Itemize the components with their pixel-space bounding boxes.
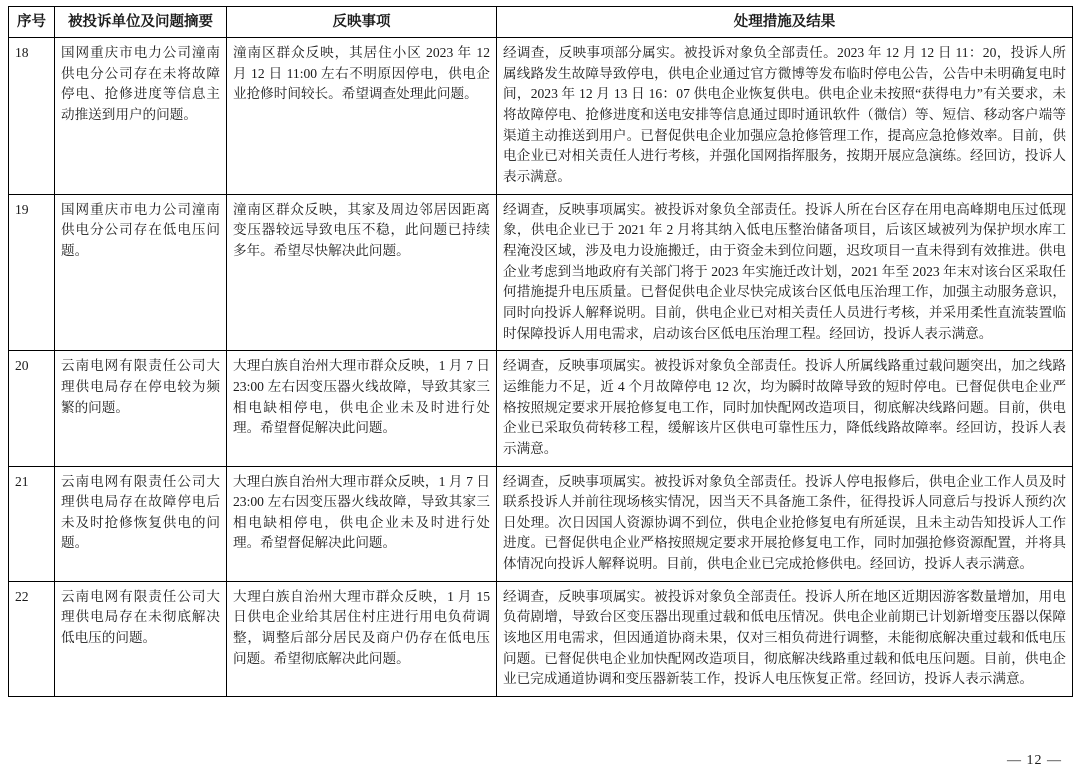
cell-issue: 大理白族自治州大理市群众反映，1 月 15 日供电企业给其居住村庄进行用电负荷调整，调整后部分居民及商户仍存在低电压问题。希望彻底解决此问题。	[227, 581, 497, 696]
cell-unit: 云南电网有限责任公司大理供电局存在故障停电后未及时抢修恢复供电的问题。	[55, 466, 227, 581]
cell-unit: 国网重庆市电力公司潼南供电分公司存在低电压问题。	[55, 194, 227, 351]
table-row	[9, 351, 1073, 466]
cell-action: 经调查，反映事项部分属实。被投诉对象负全部责任。2023 年 12 月 12 日 11：20，投诉人所属线路发生故障导致停电，供电企业通过官方微博等发布临时停电公告，公告中未明确复电时间，2023 年 12 月 13 日 16：07 供电企业恢复供电。供电企业未按照“获得电力”有关要求，未将故障停电、抢修进度和送电安排等信息通过即时通讯软件（微信）等、短信、移动客户端等渠道主动推送到用户。已督促供电企业加强应急抢修管理工作，提高应急抢修效率。目前，供电企业已对相关责任人进行考核，并强化国网指挥服务，按期开展应急演练。经回访，投诉人表示满意。	[497, 38, 1073, 195]
table-header-row	[9, 7, 1073, 38]
page-number: — 12 —	[1007, 753, 1062, 768]
table-row	[9, 581, 1073, 696]
cell-seq: 21	[9, 466, 55, 581]
cell-unit: 国网重庆市电力公司潼南供电分公司存在未将故障停电、抢修进度等信息主动推送到用户的问题。	[55, 38, 227, 195]
cell-action: 经调查，反映事项属实。被投诉对象负全部责任。投诉人所在地区近期因游客数量增加，用电负荷剧增，导致台区变压器出现重过载和低电压情况。供电企业前期已计划新增变压器以保障该地区用电需求，但因通道协商未果，仅对三相负荷进行调整，未能彻底解决重过载和低电压问题。已督促供电企业加快配网改造项目，彻底解决线路重过载和低电压问题。目前，供电企业已完成通道协调和变压器新装工作，投诉人电压恢复正常。经回访，投诉人表示满意。	[497, 581, 1073, 696]
cell-seq: 18	[9, 38, 55, 195]
complaint-table	[8, 6, 1073, 697]
cell-action: 经调查，反映事项属实。被投诉对象负全部责任。投诉人所属线路重过载问题突出，加之线路运维能力不足，近 4 个月故障停电 12 次，均为瞬时故障导致的短时停电。已督促供电企业严格按照规定要求开展抢修复电工作，同时加快配网改造项目，彻底解决线路问题。目前，供电企业已采取负荷转移工程，缓解该片区供电可靠性压力，降低线路故障率。经回访，投诉人表示满意。	[497, 351, 1073, 466]
cell-issue: 大理白族自治州大理市群众反映，1 月 7 日 23:00 左右因变压器火线故障，导致其家三相电缺相停电，供电企业未及时进行处理。希望督促解决此问题。	[227, 466, 497, 581]
cell-issue: 潼南区群众反映，其居住小区 2023 年 12 月 12 日 11:00 左右不明原因停电，供电企业抢修时间较长。希望调查处理此问题。	[227, 38, 497, 195]
cell-seq: 20	[9, 351, 55, 466]
table-row	[9, 194, 1073, 351]
column-header-seq: 序号	[9, 7, 55, 38]
table-row	[9, 466, 1073, 581]
column-header-issue: 反映事项	[227, 7, 497, 38]
table-row	[9, 38, 1073, 195]
cell-action: 经调查，反映事项属实。被投诉对象负全部责任。投诉人所在台区存在用电高峰期电压过低现象，供电企业已于 2021 年 2 月将其纳入低电压整治储备项目，后该区域被列为保护坝水库工程淹没区域，涉及电力设施搬迁，由于资金未到位问题，迟玫项目一直未得到有效推进。供电企业考虑到当地政府有关部门将于 2023 年实施迁改计划，2021 年至 2023 年末对该台区采取任何措施提升电压质量。已督促供电企业尽快完成该台区低电压治理工作，加强主动服务意识，同时向投诉人解释说明。目前，供电企业已对相关责任人员进行考核，并采用柔性直流装置临时保障投诉人用电需求，启动该台区低电压治理工程。经回访，投诉人表示满意。	[497, 194, 1073, 351]
cell-seq: 19	[9, 194, 55, 351]
column-header-action: 处理措施及结果	[497, 7, 1073, 38]
column-header-unit: 被投诉单位及问题摘要	[55, 7, 227, 38]
cell-issue: 大理白族自治州大理市群众反映，1 月 7 日 23:00 左右因变压器火线故障，导致其家三相电缺相停电，供电企业未及时进行处理。希望督促解决此问题。	[227, 351, 497, 466]
cell-unit: 云南电网有限责任公司大理供电局存在停电较为频繁的问题。	[55, 351, 227, 466]
cell-unit: 云南电网有限责任公司大理供电局存在未彻底解决低电压的问题。	[55, 581, 227, 696]
cell-action: 经调查，反映事项属实。被投诉对象负全部责任。投诉人停电报修后，供电企业工作人员及时联系投诉人并前往现场核实情况，因当天不具备施工条件，征得投诉人同意后与投诉人预约次日处理。次日因国人资源协调不到位，供电企业抢修复电有所延误，且未主动告知投诉人工作进度。已督促供电企业严格按照规定要求开展抢修复电工作，同时加强抢修资源配置，并将具体情况向投诉人解释说明。目前，供电企业已完成抢修供电。经回访，投诉人表示满意。	[497, 466, 1073, 581]
cell-seq: 22	[9, 581, 55, 696]
cell-issue: 潼南区群众反映，其家及周边邻居因距离变压器较远导致电压不稳，此问题已持续多年。希望尽快解决此问题。	[227, 194, 497, 351]
